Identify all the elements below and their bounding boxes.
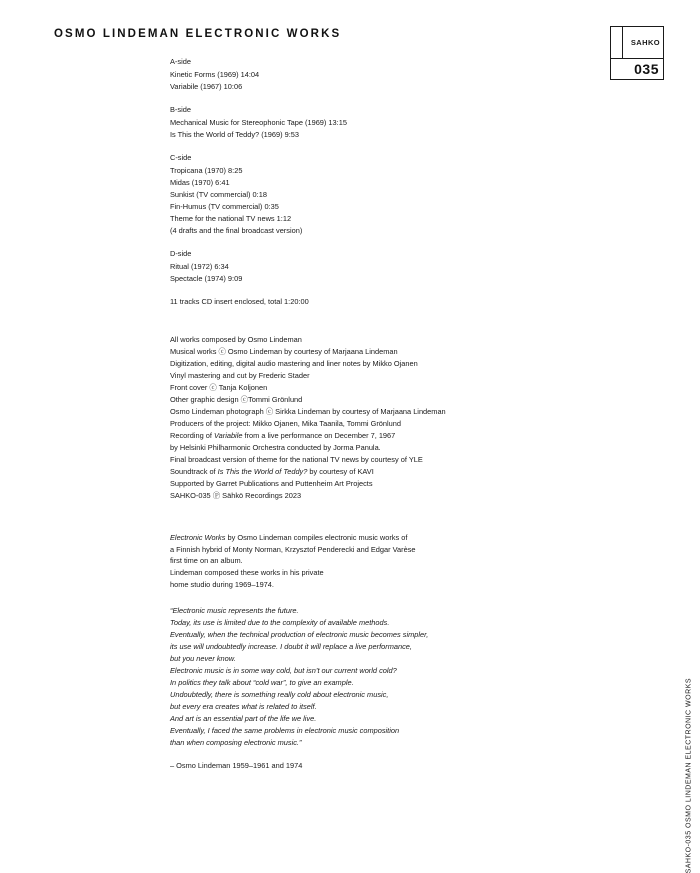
track-item: (4 drafts and the final broadcast version) [170, 225, 303, 235]
credit-line: Soundtrack of Is This the World of Teddy? by courtesy of KAVI [170, 466, 374, 476]
description-line: home studio during 1969–1974. [170, 580, 274, 590]
track-item: Theme for the national TV news 1:12 [170, 213, 292, 223]
quote-line: Today, its use is limited due to the complexity of available methods. [170, 618, 390, 628]
credit-line: Supported by Garret Publications and Puttenheim Art Projects [170, 478, 373, 488]
quote-signature: – Osmo Lindeman 1959–1961 and 1974 [170, 761, 303, 771]
side-block [170, 152, 590, 237]
catalogue-box [610, 26, 664, 80]
catalogue-number-area [611, 59, 663, 79]
quote-line: In politics they talk about “cold war”, to give an example. [170, 678, 354, 688]
credit-line: by Helsinki Philharmonic Orchestra conducted by Jorma Panula. [170, 442, 381, 452]
spine-text: SAHKO-035 OSMO LINDEMAN ELECTRONIC WORKS [685, 678, 692, 873]
credit-line: All works composed by Osmo Lindeman [170, 334, 302, 344]
track-item: Mechanical Music for Stereophonic Tape (1969) 13:15 [170, 117, 347, 127]
track-item: Sunkist (TV commercial) 0:18 [170, 189, 267, 199]
catalogue-divider [622, 27, 623, 58]
total-runtime: 11 tracks CD insert enclosed, total 1:20:00 [170, 296, 309, 306]
track-item: Is This the World of Teddy? (1969) 9:53 [170, 129, 299, 139]
credit-line: Vinyl mastering and cut by Frederic Stader [170, 370, 310, 380]
credit-line: Other graphic design ⓒTommi Grönlund [170, 394, 303, 404]
credit-line: Front cover ⓒ Tanja Koljonen [170, 382, 268, 392]
catalogue-logo-area [611, 27, 663, 59]
description-line: Electronic Works by Osmo Lindeman compiles electronic music works of [170, 532, 408, 542]
credit-line: Musical works ⓒ Osmo Lindeman by courtesy of Marjaana Lindeman [170, 346, 398, 356]
description-line: a Finnish hybrid of Monty Norman, Krzysztof Penderecki and Edgar Varèse [170, 544, 416, 554]
side-block [170, 56, 590, 93]
credit-line: Recording of Variabile from a live performance on December 7, 1967 [170, 430, 396, 440]
quote-block [170, 605, 590, 749]
liner-notes-column [170, 56, 590, 772]
side-block [170, 104, 590, 141]
track-item: Kinetic Forms (1969) 14:04 [170, 69, 260, 79]
track-item: Variabile (1967) 10:06 [170, 81, 243, 91]
side-label: B-side [170, 104, 191, 114]
description-line: Lindeman composed these works in his private [170, 568, 324, 578]
track-item: Fin-Humus (TV commercial) 0:35 [170, 201, 279, 211]
side-block [170, 248, 590, 285]
quote-line: but you never know. [170, 654, 236, 664]
catalogue-number: 035 [634, 61, 659, 77]
track-item: Midas (1970) 6:41 [170, 177, 230, 187]
credit-line: Digitization, editing, digital audio mastering and liner notes by Mikko Ojanen [170, 358, 418, 368]
quote-line: Eventually, when the technical production of electronic music becomes simpler, [170, 630, 429, 640]
credit-line: Final broadcast version of theme for the national TV news by courtesy of YLE [170, 454, 423, 464]
quote-line: Electronic music is in some way cold, but isn’t our current world cold? [170, 666, 397, 676]
side-label: C-side [170, 152, 192, 162]
track-item: Tropicana (1970) 8:25 [170, 165, 243, 175]
label-logo: SAHKO [630, 37, 660, 47]
track-item: Ritual (1972) 6:34 [170, 261, 229, 271]
quote-line: Undoubtedly, there is something really cold about electronic music, [170, 690, 389, 700]
quote-line: “Electronic music represents the future. [170, 606, 299, 616]
credit-line: Osmo Lindeman photograph ⓒ Sirkka Lindeman by courtesy of Marjaana Lindeman [170, 406, 446, 416]
credits-block [170, 334, 590, 502]
tracklist [170, 56, 590, 285]
credit-line: Producers of the project: Mikko Ojanen, Mika Taanila, Tommi Grönlund [170, 418, 401, 428]
side-label: D-side [170, 248, 192, 258]
quote-line: than when composing electronic music.” [170, 738, 302, 748]
side-label: A-side [170, 57, 191, 66]
description-block [170, 532, 590, 592]
quote-line: its use will undoubtedly increase. I doubt it will replace a live performance, [170, 642, 412, 652]
quote-line: Eventually, I faced the same problems in electronic music composition [170, 726, 400, 736]
quote-line: And art is an essential part of the life we live. [170, 714, 317, 724]
description-line: first time on an album. [170, 556, 243, 566]
track-item: Spectacle (1974) 9:09 [170, 273, 243, 283]
page-title: OSMO LINDEMAN ELECTRONIC WORKS [54, 28, 342, 40]
credit-line: SAHKO-035 Ⓟ Sähkö Recordings 2023 [170, 490, 302, 500]
quote-line: but every era creates what is related to itself. [170, 702, 317, 712]
